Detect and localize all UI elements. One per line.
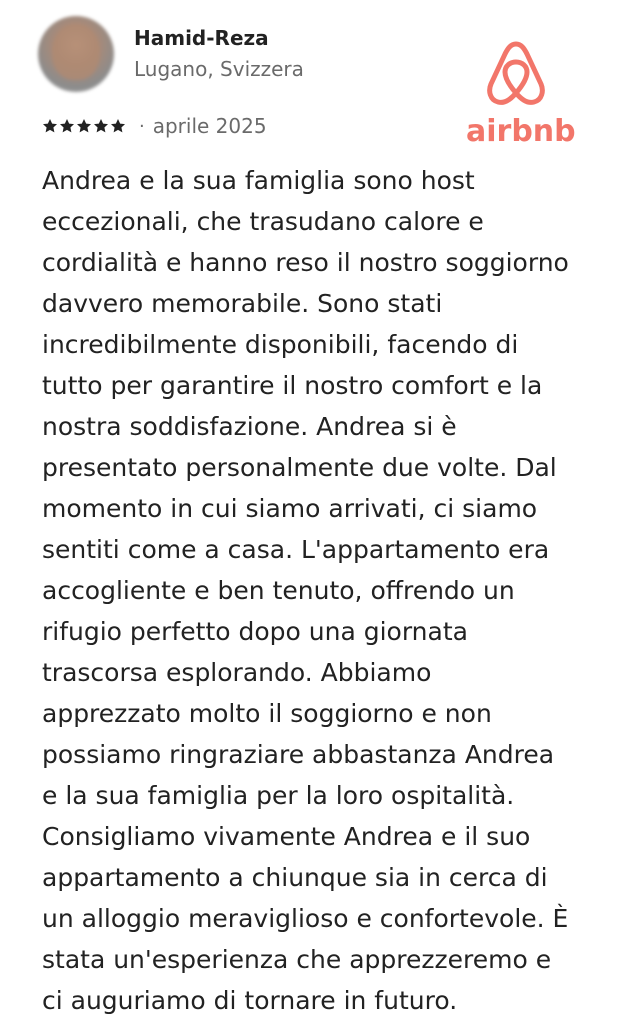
separator-dot: · [139, 115, 145, 137]
review-text-line: Consigliamo vivamente Andrea e il suo [42, 822, 531, 851]
star-icon [110, 118, 126, 134]
review-text-line: nostra soddisfazione. Andrea si è [42, 412, 457, 441]
review-text-line: un alloggio meraviglioso e confortevole. È [42, 904, 569, 933]
star-rating [42, 118, 127, 134]
reviewer-name[interactable]: Hamid-Reza [134, 26, 269, 50]
review-text-line: ci auguriamo di tornare in futuro. [42, 986, 458, 1015]
review-text-line: cordialità e hanno reso il nostro soggiorno [42, 248, 569, 277]
review-text-line: presentato personalmente due volte. Dal [42, 453, 557, 482]
review-text-line: tutto per garantire il nostro comfort e la [42, 371, 543, 400]
review-text-line: apprezzato molto il soggiorno e non [42, 699, 492, 728]
review-text-line: stata un'esperienza che apprezzeremo e [42, 945, 552, 974]
review-text-line: Andrea e la sua famiglia sono host [42, 166, 475, 195]
review-text-line: possiamo ringraziare abbastanza Andrea [42, 740, 555, 769]
airbnb-logo [466, 38, 576, 150]
review-text-line: incredibilmente disponibili, facendo di [42, 330, 519, 359]
review-text-line: davvero memorabile. Sono stati [42, 289, 443, 318]
airbnb-belo-icon [484, 38, 548, 110]
review-text-line: eccezionali, che trasudano calore e [42, 207, 484, 236]
star-icon [93, 118, 109, 134]
review-text-line: e la sua famiglia per la loro ospitalità. [42, 781, 515, 810]
rating-row [42, 113, 267, 139]
review-text-line: appartamento a chiunque sia in cerca di [42, 863, 548, 892]
star-icon [59, 118, 75, 134]
review-text-line: trascorsa esplorando. Abbiamo [42, 658, 432, 687]
review-text [42, 160, 612, 1021]
review-text-line: accogliente e ben tenuto, offrendo un [42, 576, 515, 605]
review-text-line: momento in cui siamo arrivati, ci siamo [42, 494, 538, 523]
star-icon [42, 118, 58, 134]
review-date: aprile 2025 [152, 114, 267, 138]
reviewer-location: Lugano, Svizzera [134, 57, 304, 81]
avatar[interactable] [38, 16, 114, 92]
avatar-photo [52, 24, 100, 80]
airbnb-wordmark: airbnb [466, 114, 576, 149]
star-icon [76, 118, 92, 134]
review-text-line: sentiti come a casa. L'appartamento era [42, 535, 550, 564]
review-text-line: rifugio perfetto dopo una giornata [42, 617, 468, 646]
